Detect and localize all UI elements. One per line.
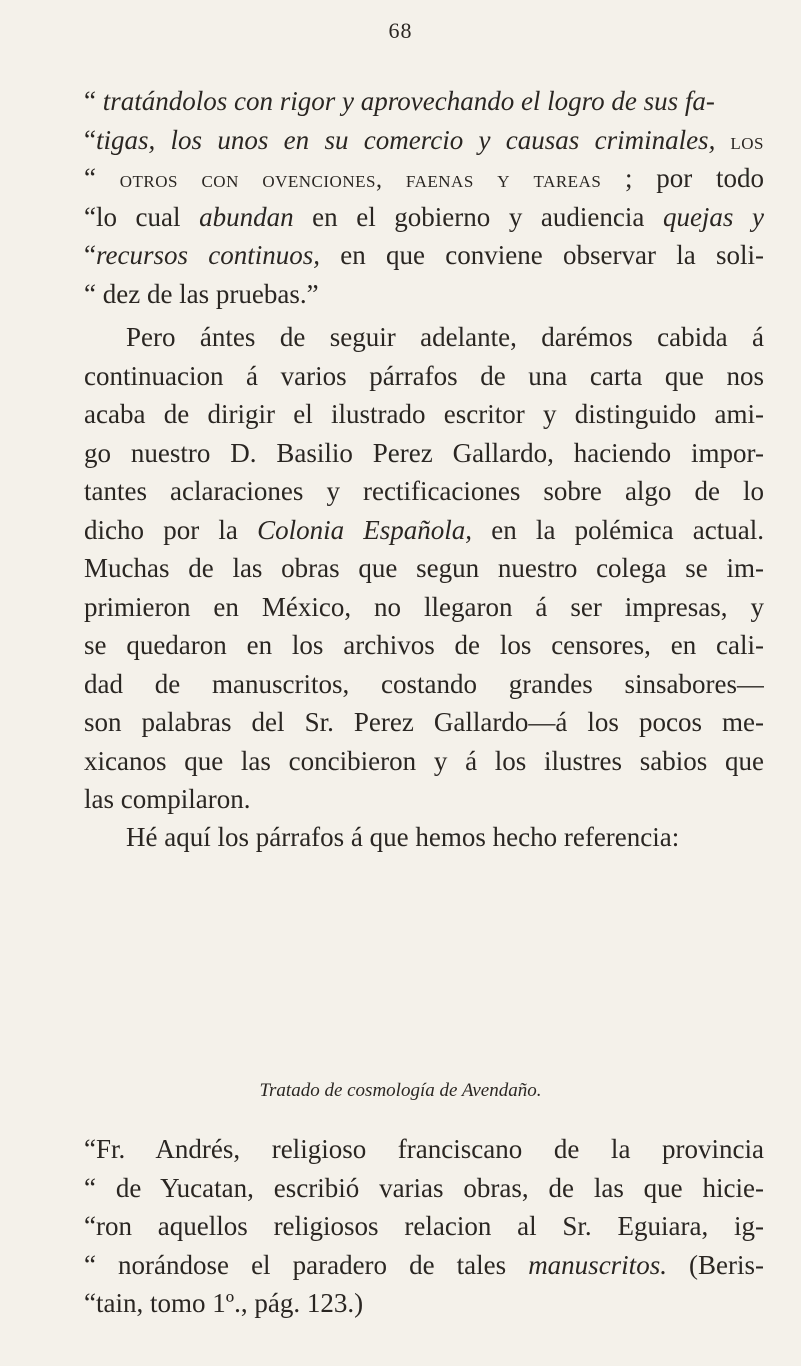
small-caps-text: los [715,128,764,155]
italic-text: recursos continuos, [95,240,320,270]
text-line [84,588,764,627]
italic-text: manuscritos. [528,1249,667,1280]
quote-block-1 [84,82,764,313]
text-run: “ron aquellos religiosos relacion al Sr. Eguiara, ig- [84,1211,764,1241]
text-line [84,121,764,160]
text-run: tantes aclaraciones y rectificaciones sobre algo de lo [84,476,764,506]
paragraph-1 [84,318,764,819]
text-line [84,1246,764,1285]
text-run: “ [84,163,120,193]
text-line [84,434,764,473]
quote-block-2 [84,1130,764,1323]
text-run: Hé aquí los párrafos á que hemos hecho referencia: [126,822,680,852]
text-line [84,82,764,121]
text-run: (Beris- [666,1249,764,1280]
text-run: “ [84,124,96,155]
italic-text: Colonia Española, [257,514,473,545]
text-run: en el gobierno y audiencia [293,201,663,232]
text-line [84,665,764,704]
text-run: “Fr. Andrés, religioso franciscano de la provincia [84,1134,764,1164]
text-line [84,357,764,396]
text-run: se quedaron en los archivos de los censores, en cali- [84,630,764,660]
text-run: dicho por la [84,514,258,545]
text-run: continuacion á varios párrafos de una carta que nos [84,360,764,391]
text-line [84,1207,764,1246]
small-caps-text: otros con ovenciones, faenas y tareas [119,167,602,193]
text-run: go nuestro D. Basilio Perez Gallardo, haciendo impor- [84,437,764,468]
text-line [84,275,764,314]
page-number: 68 [388,18,413,43]
text-line [84,703,764,742]
text-run: “tain, tomo 1º., pág. 123.) [84,1288,364,1318]
text-line [84,1169,764,1208]
italic-text: quejas y [662,201,764,232]
text-run: dad de manuscritos, costando grandes sinsabores— [84,668,764,699]
italic-text: tigas, los unos en su comercio y causas criminales, [95,124,716,155]
section-caption: Tratado de cosmología de Avendaño. [259,1080,542,1101]
italic-text: tratándolos con rigor y aprovechando el logro de sus fa- [102,86,715,116]
text-line [84,472,764,511]
text-line [84,742,764,781]
text-run: Muchas de las obras que segun nuestro colega se im- [84,553,764,583]
text-run: ; por todo [601,163,764,193]
text-line [84,549,764,588]
text-run: Pero ántes de seguir adelante, darémos cabida á [126,322,764,352]
text-run: son palabras del Sr. Perez Gallardo—á los pocos me- [84,707,764,737]
text-line [84,395,764,434]
text-run: las compilaron. [84,784,251,814]
text-line [84,1284,764,1323]
text-line [84,511,764,550]
text-run: “ norándose el paradero de tales [84,1249,529,1280]
text-run: primieron en México, no llegaron á ser impresas, y [84,591,764,622]
text-run: acaba de dirigir el ilustrado escritor y distinguido ami- [84,399,764,429]
text-run: “lo cual [84,201,200,232]
text-run: “ dez de las pruebas.” [84,278,319,309]
text-run: “ [84,240,96,270]
text-line [84,198,764,237]
text-line [84,818,764,857]
text-run: en la polémica actual. [472,514,764,545]
text-line [84,159,764,198]
text-run: en que conviene observar la soli- [320,240,764,270]
paragraph-2 [84,818,764,857]
italic-text: abundan [199,201,294,232]
text-run: “ [84,86,103,116]
text-line [84,780,764,819]
text-line [84,626,764,665]
text-run: xicanos que las concibieron y á los ilustres sabios que [84,745,764,776]
text-line [84,1130,764,1169]
text-run: “ de Yucatan, escribió varias obras, de las que hicie- [84,1172,764,1203]
text-line [84,318,764,357]
text-line [84,236,764,275]
